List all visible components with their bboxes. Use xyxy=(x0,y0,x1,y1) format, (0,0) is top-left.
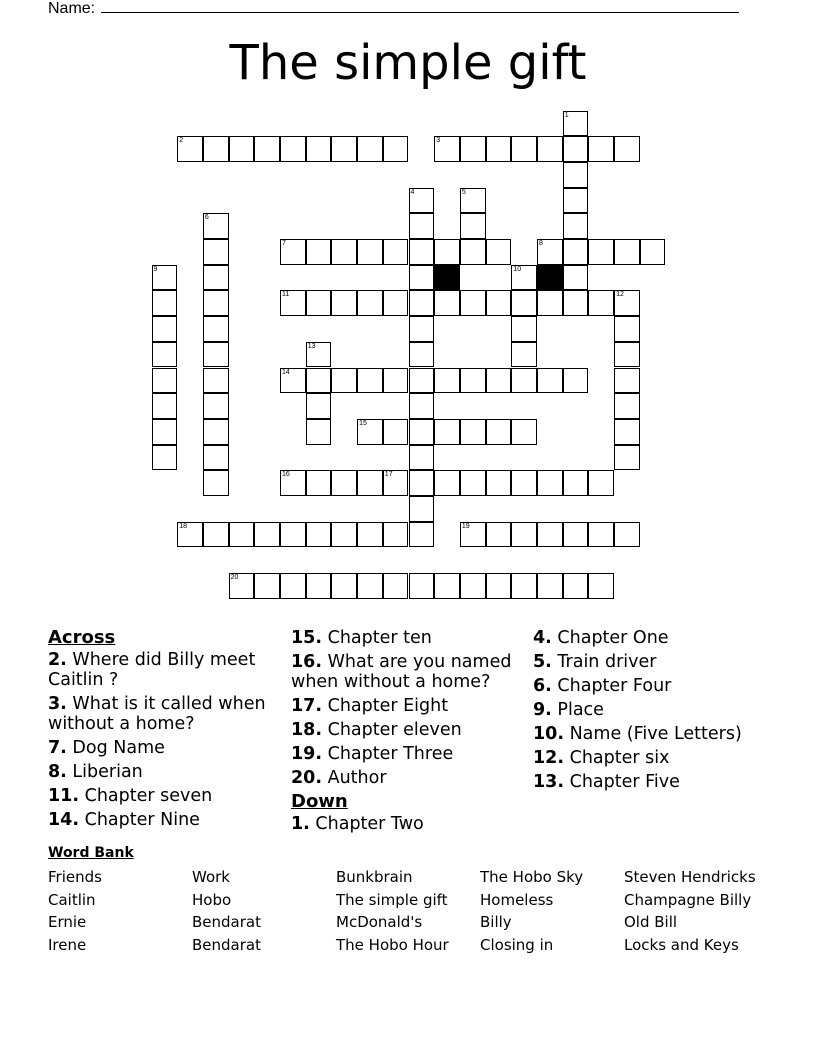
crossword-cell[interactable] xyxy=(254,136,280,162)
word-bank-item: Bendarat xyxy=(192,935,261,954)
crossword-cell[interactable] xyxy=(460,290,486,316)
crossword-cell[interactable] xyxy=(409,368,435,394)
crossword-cell[interactable] xyxy=(203,419,229,445)
crossword-cell[interactable] xyxy=(331,368,357,394)
crossword-cell[interactable] xyxy=(563,470,589,496)
clue-number: 15 xyxy=(359,419,367,427)
clue-number: 10 xyxy=(513,265,522,273)
word-bank-item: The simple gift xyxy=(336,890,448,909)
crossword-cell[interactable] xyxy=(280,136,306,162)
crossword-cell[interactable] xyxy=(280,522,306,548)
word-bank-item: Hobo xyxy=(192,890,232,909)
clue-across-20: 20. Author xyxy=(291,768,387,788)
crossword-cell[interactable] xyxy=(306,419,332,445)
crossword-cell[interactable] xyxy=(306,342,332,368)
crossword-cell[interactable] xyxy=(588,136,614,162)
clue-number: 3 xyxy=(436,137,441,145)
crossword-cell[interactable] xyxy=(588,470,614,496)
crossword-cell[interactable] xyxy=(486,290,512,316)
crossword-cell[interactable] xyxy=(537,290,563,316)
crossword-cell[interactable] xyxy=(409,393,435,419)
crossword-cell[interactable] xyxy=(640,239,666,265)
clues-column-2 xyxy=(291,628,521,838)
crossword-cell[interactable] xyxy=(537,368,563,394)
crossword-cell[interactable] xyxy=(563,290,589,316)
crossword-cell[interactable] xyxy=(409,265,435,291)
clue-across-15: 15. Chapter ten xyxy=(291,628,432,648)
clue-across-14: 14. Chapter Nine xyxy=(48,810,200,830)
crossword-cell[interactable] xyxy=(614,368,640,394)
clue-across-8: 8. Liberian xyxy=(48,762,143,782)
crossword-cell[interactable] xyxy=(203,265,229,291)
crossword-cell[interactable] xyxy=(460,522,486,548)
crossword-cell[interactable] xyxy=(203,213,229,239)
word-bank-column xyxy=(192,866,336,956)
crossword-cell[interactable] xyxy=(280,239,306,265)
page-title: The simple gift xyxy=(229,35,587,91)
crossword-cell[interactable] xyxy=(203,522,229,548)
across-heading: Across xyxy=(48,627,116,648)
clue-across-17: 17. Chapter Eight xyxy=(291,696,449,716)
crossword-cell[interactable] xyxy=(306,368,332,394)
word-bank-item: Work xyxy=(192,868,230,886)
name-label: Name: xyxy=(48,0,96,17)
crossword-cell[interactable] xyxy=(614,419,640,445)
word-bank-item: Bunkbrain xyxy=(336,868,413,886)
word-bank-item: Homeless xyxy=(480,890,554,909)
word-bank-column xyxy=(624,866,768,956)
crossword-cell[interactable] xyxy=(563,188,589,214)
crossword-cell[interactable] xyxy=(563,522,589,548)
clue-down-1: 1. Chapter Two xyxy=(291,814,424,834)
clue-number: 19 xyxy=(461,522,470,530)
clue-number: 20 xyxy=(230,574,239,582)
word-bank-item: Friends xyxy=(48,868,102,886)
crossword-cell[interactable] xyxy=(383,419,409,445)
crossword-cell[interactable] xyxy=(563,265,589,291)
crossword-cell[interactable] xyxy=(177,522,203,548)
clue-number: 8 xyxy=(539,240,543,247)
clue-across-3: 3. What is it called when without a home? xyxy=(48,694,266,734)
crossword-cell[interactable] xyxy=(203,239,229,265)
crossword-cell[interactable] xyxy=(563,368,589,394)
crossword-cell[interactable] xyxy=(460,368,486,394)
crossword-cell[interactable] xyxy=(434,470,460,496)
crossword-cell[interactable] xyxy=(152,342,178,368)
crossword-cell[interactable] xyxy=(614,136,640,162)
clue-across-7: 7. Dog Name xyxy=(48,738,165,758)
crossword-cell[interactable] xyxy=(409,239,435,265)
word-bank-item: Champagne Billy xyxy=(624,890,752,909)
clue-down-4: 4. Chapter One xyxy=(533,628,669,648)
clue-across-18: 18. Chapter eleven xyxy=(291,720,462,740)
crossword-cell[interactable] xyxy=(486,368,512,394)
crossword-cell[interactable] xyxy=(383,136,409,162)
crossword-cell[interactable] xyxy=(614,342,640,368)
crossword-cell[interactable] xyxy=(203,368,229,394)
crossword-cell[interactable] xyxy=(563,111,589,137)
crossword-cell[interactable] xyxy=(203,470,229,496)
crossword-cell[interactable] xyxy=(511,368,537,394)
crossword-cell[interactable] xyxy=(152,368,178,394)
crossword-cell[interactable] xyxy=(460,419,486,445)
word-bank-item: Bendarat xyxy=(192,913,261,932)
crossword-cell[interactable] xyxy=(460,470,486,496)
crossword-cell[interactable] xyxy=(486,573,512,599)
clues-column-1 xyxy=(48,628,273,834)
crossword-cell[interactable] xyxy=(357,239,383,265)
crossword-cell[interactable] xyxy=(331,522,357,548)
crossword-cell[interactable] xyxy=(409,470,435,496)
crossword-cell[interactable] xyxy=(229,522,255,548)
crossword-cell[interactable] xyxy=(614,393,640,419)
crossword-cell[interactable] xyxy=(537,136,563,162)
crossword-cell[interactable] xyxy=(409,188,435,214)
crossword-cell[interactable] xyxy=(306,136,332,162)
word-bank-item: Closing in xyxy=(480,935,554,954)
crossword-cell[interactable] xyxy=(331,470,357,496)
crossword-cell[interactable] xyxy=(152,290,178,316)
crossword-cell[interactable] xyxy=(357,136,383,162)
word-bank-item: Old Bill xyxy=(624,913,678,932)
crossword-cell[interactable] xyxy=(203,393,229,419)
crossword-cell[interactable] xyxy=(460,573,486,599)
word-bank-column xyxy=(480,866,624,956)
clue-number: 16 xyxy=(282,471,290,479)
crossword-cell[interactable] xyxy=(511,342,537,368)
crossword-cell[interactable] xyxy=(486,470,512,496)
crossword-cell[interactable] xyxy=(486,522,512,548)
crossword-cell[interactable] xyxy=(409,419,435,445)
crossword-cell[interactable] xyxy=(203,445,229,471)
crossword-cell[interactable] xyxy=(152,265,178,291)
crossword-cell[interactable] xyxy=(486,136,512,162)
clue-number: 6 xyxy=(204,214,209,222)
crossword-cell[interactable] xyxy=(152,393,178,419)
crossword-cell[interactable] xyxy=(588,573,614,599)
clue-number: 11 xyxy=(282,291,290,299)
crossword-cell[interactable] xyxy=(537,522,563,548)
crossword-cell[interactable] xyxy=(254,522,280,548)
crossword-cell[interactable] xyxy=(306,522,332,548)
crossword-cell[interactable] xyxy=(152,445,178,471)
crossword-cell[interactable] xyxy=(409,213,435,239)
crossword-cell[interactable] xyxy=(409,496,435,522)
crossword-cell[interactable] xyxy=(331,239,357,265)
crossword-cell[interactable] xyxy=(331,136,357,162)
clue-number: 4 xyxy=(410,188,415,196)
crossword-cell[interactable] xyxy=(383,573,409,599)
crossword-cell[interactable] xyxy=(357,573,383,599)
crossword-cell[interactable] xyxy=(409,573,435,599)
word-bank-item: Locks and Keys xyxy=(624,935,739,954)
crossword-cell[interactable] xyxy=(409,290,435,316)
crossword-cell[interactable] xyxy=(563,239,589,265)
crossword-cell[interactable] xyxy=(511,136,537,162)
clue-down-9: 9. Place xyxy=(533,700,604,720)
crossword-black-cell xyxy=(537,265,563,291)
crossword-cell[interactable] xyxy=(203,342,229,368)
crossword-cell[interactable] xyxy=(331,573,357,599)
crossword-cell[interactable] xyxy=(306,290,332,316)
clue-number: 18 xyxy=(179,522,187,530)
crossword-cell[interactable] xyxy=(588,290,614,316)
crossword-cell[interactable] xyxy=(460,136,486,162)
crossword-cell[interactable] xyxy=(511,470,537,496)
clue-across-19: 19. Chapter Three xyxy=(291,744,454,764)
crossword-cell[interactable] xyxy=(409,316,435,342)
clue-across-2: 2. Where did Billy meet Caitlin ? xyxy=(48,650,256,690)
word-bank-heading: Word Bank xyxy=(48,845,134,861)
crossword-cell[interactable] xyxy=(331,290,357,316)
crossword-cell[interactable] xyxy=(614,239,640,265)
clue-down-6: 6. Chapter Four xyxy=(533,676,672,696)
crossword-cell[interactable] xyxy=(306,470,332,496)
clue-down-10: 10. Name (Five Letters) xyxy=(533,724,742,744)
crossword-cell[interactable] xyxy=(280,470,306,496)
crossword-cell[interactable] xyxy=(537,239,563,265)
crossword-cell[interactable] xyxy=(511,316,537,342)
word-bank-item: McDonald's xyxy=(336,913,423,932)
clue-across-16: 16. What are you named when without a home? xyxy=(291,652,512,692)
crossword-cell[interactable] xyxy=(357,290,383,316)
word-bank-item: Steven Hendricks xyxy=(624,868,756,886)
crossword-cell[interactable] xyxy=(460,239,486,265)
clue-number: 7 xyxy=(282,240,286,247)
crossword-cell[interactable] xyxy=(511,573,537,599)
crossword-cell[interactable] xyxy=(434,290,460,316)
crossword-cell[interactable] xyxy=(588,522,614,548)
crossword-cell[interactable] xyxy=(460,188,486,214)
crossword-cell[interactable] xyxy=(614,445,640,471)
crossword-cell[interactable] xyxy=(614,522,640,548)
crossword-cell[interactable] xyxy=(177,136,203,162)
crossword-cell[interactable] xyxy=(486,239,512,265)
crossword-cell[interactable] xyxy=(409,342,435,368)
crossword-cell[interactable] xyxy=(357,368,383,394)
crossword-cell[interactable] xyxy=(486,419,512,445)
word-bank-item: The Hobo Hour xyxy=(336,935,449,954)
crossword-cell[interactable] xyxy=(434,419,460,445)
clue-down-12: 12. Chapter six xyxy=(533,748,670,768)
word-bank-column xyxy=(336,866,480,956)
crossword-cell[interactable] xyxy=(409,445,435,471)
crossword-cell[interactable] xyxy=(434,573,460,599)
crossword-cell[interactable] xyxy=(357,470,383,496)
word-bank-item: Billy xyxy=(480,913,512,932)
crossword-cell[interactable] xyxy=(537,573,563,599)
crossword-cell[interactable] xyxy=(383,470,409,496)
crossword-cell[interactable] xyxy=(614,316,640,342)
crossword-cell[interactable] xyxy=(537,470,563,496)
crossword-cell[interactable] xyxy=(306,573,332,599)
clue-number: 12 xyxy=(616,291,624,299)
crossword-cell[interactable] xyxy=(280,573,306,599)
crossword-cell[interactable] xyxy=(229,573,255,599)
crossword-cell[interactable] xyxy=(383,368,409,394)
word-bank-item: Caitlin xyxy=(48,890,96,909)
crossword-cell[interactable] xyxy=(511,522,537,548)
clue-number: 2 xyxy=(179,137,184,145)
clue-number: 14 xyxy=(282,368,290,376)
word-bank-item: Ernie xyxy=(48,913,87,932)
crossword-cell[interactable] xyxy=(511,290,537,316)
crossword-cell[interactable] xyxy=(203,290,229,316)
clues-column-3 xyxy=(533,628,793,796)
clue-down-5: 5. Train driver xyxy=(533,652,657,672)
clue-across-11: 11. Chapter seven xyxy=(48,786,213,806)
clue-down-13: 13. Chapter Five xyxy=(533,772,680,792)
crossword-cell[interactable] xyxy=(383,522,409,548)
crossword-cell[interactable] xyxy=(511,265,537,291)
down-heading: Down xyxy=(291,791,348,812)
crossword-cell[interactable] xyxy=(254,573,280,599)
word-bank-item: Irene xyxy=(48,935,87,954)
crossword-cell[interactable] xyxy=(511,419,537,445)
crossword-cell[interactable] xyxy=(203,316,229,342)
crossword-cell[interactable] xyxy=(434,368,460,394)
crossword-black-cell xyxy=(434,265,460,291)
crossword-cell[interactable] xyxy=(563,573,589,599)
crossword-cell[interactable] xyxy=(614,290,640,316)
crossword-cell[interactable] xyxy=(229,136,255,162)
crossword-cell[interactable] xyxy=(460,213,486,239)
clue-number: 9 xyxy=(153,265,158,273)
crossword-cell[interactable] xyxy=(563,162,589,188)
crossword-cell[interactable] xyxy=(152,419,178,445)
crossword-cell[interactable] xyxy=(280,290,306,316)
crossword-cell[interactable] xyxy=(383,239,409,265)
word-bank-item: The Hobo Sky xyxy=(480,868,584,886)
clue-number: 5 xyxy=(461,188,466,196)
crossword-cell[interactable] xyxy=(563,136,589,162)
crossword-cell[interactable] xyxy=(357,522,383,548)
crossword-cell[interactable] xyxy=(357,419,383,445)
crossword-cell[interactable] xyxy=(434,136,460,162)
crossword-cell[interactable] xyxy=(306,239,332,265)
clue-number: 1 xyxy=(564,111,569,119)
crossword-cell[interactable] xyxy=(588,239,614,265)
crossword-cell[interactable] xyxy=(203,136,229,162)
clue-number: 17 xyxy=(384,471,393,479)
crossword-cell[interactable] xyxy=(409,522,435,548)
crossword-cell[interactable] xyxy=(434,239,460,265)
crossword-cell[interactable] xyxy=(306,393,332,419)
crossword-cell[interactable] xyxy=(563,213,589,239)
clue-number: 13 xyxy=(307,342,316,350)
crossword-cell[interactable] xyxy=(152,316,178,342)
crossword-cell[interactable] xyxy=(383,290,409,316)
crossword-cell[interactable] xyxy=(280,368,306,394)
word-bank-column xyxy=(48,866,192,956)
